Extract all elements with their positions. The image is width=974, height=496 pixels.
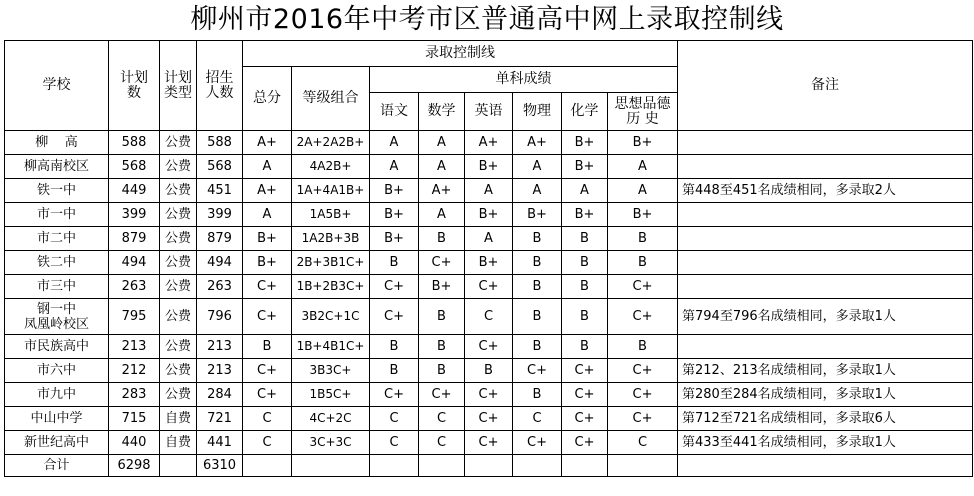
total-grade-cell: C <box>243 431 292 455</box>
enroll-count-cell: 568 <box>197 155 243 179</box>
math-grade-cell: B <box>419 359 465 383</box>
chinese-grade-cell: A <box>370 131 419 155</box>
total-grade-cell: A <box>243 155 292 179</box>
remark-cell <box>678 203 973 227</box>
plan-type-cell: 公费 <box>160 383 197 407</box>
chemistry-grade-cell: B+ <box>562 203 608 227</box>
plan-type-cell: 公费 <box>160 155 197 179</box>
header-plan-count: 计划 数 <box>109 41 160 131</box>
empty-cell <box>160 455 197 477</box>
math-grade-cell: B <box>419 335 465 359</box>
school-cell: 市二中 <box>5 227 109 251</box>
remark-cell <box>678 227 973 251</box>
table-row <box>5 407 973 431</box>
physics-grade-cell: C+ <box>513 431 562 455</box>
ideology-history-grade-cell: C+ <box>608 299 678 335</box>
plan-count-cell: 568 <box>109 155 160 179</box>
physics-grade-cell: A+ <box>513 131 562 155</box>
school-cell: 钢一中 凤凰岭校区 <box>5 299 109 335</box>
header-remarks: 备注 <box>678 41 973 131</box>
remark-cell <box>678 335 973 359</box>
math-grade-cell: B <box>419 227 465 251</box>
plan-count-cell: 795 <box>109 299 160 335</box>
enroll-count-cell: 213 <box>197 335 243 359</box>
remark-cell: 第448至451名成绩相同，多录取2人 <box>678 179 973 203</box>
plan-count-cell: 213 <box>109 335 160 359</box>
empty-cell <box>370 455 419 477</box>
school-cell: 市三中 <box>5 275 109 299</box>
grade-combo-cell: 1A+4A1B+ <box>292 179 370 203</box>
math-grade-cell: A <box>419 203 465 227</box>
total-grade-cell: A+ <box>243 131 292 155</box>
table-row <box>5 299 973 335</box>
school-cell: 铁二中 <box>5 251 109 275</box>
physics-grade-cell: B <box>513 275 562 299</box>
math-grade-cell: B <box>419 299 465 335</box>
table-row <box>5 179 973 203</box>
empty-cell <box>562 455 608 477</box>
ideology-history-grade-cell: B <box>608 227 678 251</box>
english-grade-cell: A <box>465 227 513 251</box>
page-title: 柳州市2016年中考市区普通高中网上录取控制线 <box>190 4 784 35</box>
english-grade-cell: B <box>465 359 513 383</box>
chinese-grade-cell: C <box>370 407 419 431</box>
header-total: 总分 <box>243 67 292 131</box>
math-grade-cell: C <box>419 407 465 431</box>
remark-cell: 第280至284名成绩相同，多录取1人 <box>678 383 973 407</box>
chinese-grade-cell: B <box>370 335 419 359</box>
ideology-history-grade-cell: B <box>608 335 678 359</box>
chinese-grade-cell: C+ <box>370 383 419 407</box>
enroll-count-cell: 451 <box>197 179 243 203</box>
total-plan-cell: 6298 <box>109 455 160 477</box>
empty-cell <box>419 455 465 477</box>
chemistry-grade-cell: B <box>562 299 608 335</box>
enroll-count-cell: 213 <box>197 359 243 383</box>
math-grade-cell: C <box>419 431 465 455</box>
school-cell: 新世纪高中 <box>5 431 109 455</box>
total-grade-cell: B+ <box>243 251 292 275</box>
school-cell: 市民族高中 <box>5 335 109 359</box>
chinese-grade-cell: B <box>370 251 419 275</box>
chinese-grade-cell: B+ <box>370 203 419 227</box>
school-cell: 市六中 <box>5 359 109 383</box>
ideology-history-grade-cell: C <box>608 431 678 455</box>
enroll-count-cell: 494 <box>197 251 243 275</box>
table-row <box>5 203 973 227</box>
enroll-count-cell: 399 <box>197 203 243 227</box>
english-grade-cell: C <box>465 299 513 335</box>
math-grade-cell: C+ <box>419 251 465 275</box>
remark-cell: 第794至796名成绩相同，多录取1人 <box>678 299 973 335</box>
grade-combo-cell: 3B2C+1C <box>292 299 370 335</box>
chemistry-grade-cell: B+ <box>562 155 608 179</box>
english-grade-cell: B+ <box>465 203 513 227</box>
grade-combo-cell: 3C+3C <box>292 431 370 455</box>
chemistry-grade-cell: C+ <box>562 431 608 455</box>
header-math: 数学 <box>419 93 465 131</box>
school-cell: 市九中 <box>5 383 109 407</box>
plan-type-cell: 公费 <box>160 275 197 299</box>
physics-grade-cell: C+ <box>513 359 562 383</box>
total-grade-cell: C <box>243 407 292 431</box>
english-grade-cell: A <box>465 179 513 203</box>
enroll-count-cell: 588 <box>197 131 243 155</box>
total-grade-cell: C+ <box>243 359 292 383</box>
empty-cell <box>243 455 292 477</box>
header-enroll-count: 招生 人数 <box>197 41 243 131</box>
table-row <box>5 227 973 251</box>
plan-type-cell: 公费 <box>160 227 197 251</box>
physics-grade-cell: B <box>513 299 562 335</box>
math-grade-cell: A+ <box>419 179 465 203</box>
empty-cell <box>292 455 370 477</box>
total-row <box>5 455 973 477</box>
grade-combo-cell: 4A2B+ <box>292 155 370 179</box>
ideology-history-grade-cell: A <box>608 155 678 179</box>
empty-cell <box>608 455 678 477</box>
total-grade-cell: B+ <box>243 227 292 251</box>
ideology-history-grade-cell: C+ <box>608 359 678 383</box>
plan-type-cell: 公费 <box>160 251 197 275</box>
plan-type-cell: 公费 <box>160 179 197 203</box>
grade-combo-cell: 2B+3B1C+ <box>292 251 370 275</box>
school-cell: 柳高南校区 <box>5 155 109 179</box>
plan-type-cell: 公费 <box>160 335 197 359</box>
header-single-subject: 单科成绩 <box>370 67 678 93</box>
chemistry-grade-cell: C+ <box>562 407 608 431</box>
header-school: 学校 <box>5 41 109 131</box>
math-grade-cell: C+ <box>419 383 465 407</box>
total-grade-cell: C+ <box>243 299 292 335</box>
remark-cell: 第212、213名成绩相同，多录取1人 <box>678 359 973 383</box>
plan-count-cell: 440 <box>109 431 160 455</box>
header-physics: 物理 <box>513 93 562 131</box>
table-row <box>5 431 973 455</box>
physics-grade-cell: C <box>513 407 562 431</box>
ideology-history-grade-cell: C+ <box>608 407 678 431</box>
english-grade-cell: A+ <box>465 131 513 155</box>
table-row <box>5 155 973 179</box>
physics-grade-cell: B <box>513 227 562 251</box>
ideology-history-grade-cell: C+ <box>608 275 678 299</box>
chemistry-grade-cell: A <box>562 179 608 203</box>
ideology-history-grade-cell: C+ <box>608 383 678 407</box>
enroll-count-cell: 879 <box>197 227 243 251</box>
grade-combo-cell: 3B3C+ <box>292 359 370 383</box>
plan-count-cell: 588 <box>109 131 160 155</box>
header-chemistry: 化学 <box>562 93 608 131</box>
remark-cell: 第433至441名成绩相同，多录取1人 <box>678 431 973 455</box>
plan-count-cell: 879 <box>109 227 160 251</box>
empty-cell <box>465 455 513 477</box>
header-grade-combo: 等级组合 <box>292 67 370 131</box>
remark-cell <box>678 275 973 299</box>
chinese-grade-cell: C <box>370 431 419 455</box>
enroll-count-cell: 263 <box>197 275 243 299</box>
plan-type-cell: 公费 <box>160 299 197 335</box>
total-grade-cell: C+ <box>243 383 292 407</box>
grade-combo-cell: 1A2B+3B <box>292 227 370 251</box>
plan-count-cell: 494 <box>109 251 160 275</box>
grade-combo-cell: 1B+4B1C+ <box>292 335 370 359</box>
plan-type-cell: 公费 <box>160 203 197 227</box>
total-grade-cell: A+ <box>243 179 292 203</box>
total-grade-cell: A <box>243 203 292 227</box>
admission-table <box>4 40 973 477</box>
math-grade-cell: A <box>419 155 465 179</box>
enroll-count-cell: 721 <box>197 407 243 431</box>
total-grade-cell: B <box>243 335 292 359</box>
chemistry-grade-cell: B <box>562 275 608 299</box>
physics-grade-cell: B <box>513 383 562 407</box>
chinese-grade-cell: B+ <box>370 179 419 203</box>
plan-count-cell: 399 <box>109 203 160 227</box>
english-grade-cell: C+ <box>465 275 513 299</box>
header-chinese: 语文 <box>370 93 419 131</box>
remark-cell <box>678 131 973 155</box>
header-english: 英语 <box>465 93 513 131</box>
chinese-grade-cell: B <box>370 359 419 383</box>
plan-count-cell: 212 <box>109 359 160 383</box>
english-grade-cell: C+ <box>465 383 513 407</box>
physics-grade-cell: B <box>513 251 562 275</box>
ideology-history-grade-cell: B+ <box>608 131 678 155</box>
enroll-count-cell: 284 <box>197 383 243 407</box>
remark-cell <box>678 251 973 275</box>
school-cell: 柳 高 <box>5 131 109 155</box>
physics-grade-cell: B+ <box>513 203 562 227</box>
grade-combo-cell: 1B+2B3C+ <box>292 275 370 299</box>
plan-count-cell: 715 <box>109 407 160 431</box>
enroll-count-cell: 441 <box>197 431 243 455</box>
total-enroll-cell: 6310 <box>197 455 243 477</box>
english-grade-cell: C+ <box>465 335 513 359</box>
table-row <box>5 251 973 275</box>
physics-grade-cell: B <box>513 335 562 359</box>
chemistry-grade-cell: B+ <box>562 131 608 155</box>
physics-grade-cell: A <box>513 155 562 179</box>
school-cell: 中山中学 <box>5 407 109 431</box>
chinese-grade-cell: A <box>370 155 419 179</box>
table-row <box>5 131 973 155</box>
header-control-line: 录取控制线 <box>243 41 678 67</box>
school-cell: 市一中 <box>5 203 109 227</box>
table-row <box>5 383 973 407</box>
plan-count-cell: 283 <box>109 383 160 407</box>
empty-cell <box>513 455 562 477</box>
english-grade-cell: C+ <box>465 407 513 431</box>
chemistry-grade-cell: B <box>562 251 608 275</box>
grade-combo-cell: 1A5B+ <box>292 203 370 227</box>
remark-cell: 第712至721名成绩相同，多录取6人 <box>678 407 973 431</box>
plan-type-cell: 自费 <box>160 431 197 455</box>
enroll-count-cell: 796 <box>197 299 243 335</box>
total-grade-cell: C+ <box>243 275 292 299</box>
chinese-grade-cell: B+ <box>370 227 419 251</box>
plan-type-cell: 公费 <box>160 359 197 383</box>
grade-combo-cell: 4C+2C <box>292 407 370 431</box>
ideology-history-grade-cell: B+ <box>608 203 678 227</box>
school-cell: 铁一中 <box>5 179 109 203</box>
chinese-grade-cell: C+ <box>370 275 419 299</box>
chemistry-grade-cell: C+ <box>562 359 608 383</box>
english-grade-cell: B+ <box>465 251 513 275</box>
table-row <box>5 275 973 299</box>
chinese-grade-cell: C+ <box>370 299 419 335</box>
chemistry-grade-cell: C+ <box>562 383 608 407</box>
chemistry-grade-cell: B <box>562 227 608 251</box>
physics-grade-cell: A <box>513 179 562 203</box>
table-row <box>5 359 973 383</box>
english-grade-cell: C+ <box>465 431 513 455</box>
math-grade-cell: A <box>419 131 465 155</box>
grade-combo-cell: 2A+2A2B+ <box>292 131 370 155</box>
english-grade-cell: B+ <box>465 155 513 179</box>
header-plan-type: 计划 类型 <box>160 41 197 131</box>
plan-count-cell: 263 <box>109 275 160 299</box>
ideology-history-grade-cell: B <box>608 251 678 275</box>
grade-combo-cell: 1B5C+ <box>292 383 370 407</box>
empty-cell <box>678 455 973 477</box>
total-label-cell: 合计 <box>5 455 109 477</box>
header-ideology-history: 思想品德 历 史 <box>608 93 678 131</box>
plan-type-cell: 自费 <box>160 407 197 431</box>
chemistry-grade-cell: B <box>562 335 608 359</box>
plan-count-cell: 449 <box>109 179 160 203</box>
ideology-history-grade-cell: A <box>608 179 678 203</box>
table-row <box>5 335 973 359</box>
remark-cell <box>678 155 973 179</box>
plan-type-cell: 公费 <box>160 131 197 155</box>
math-grade-cell: B+ <box>419 275 465 299</box>
